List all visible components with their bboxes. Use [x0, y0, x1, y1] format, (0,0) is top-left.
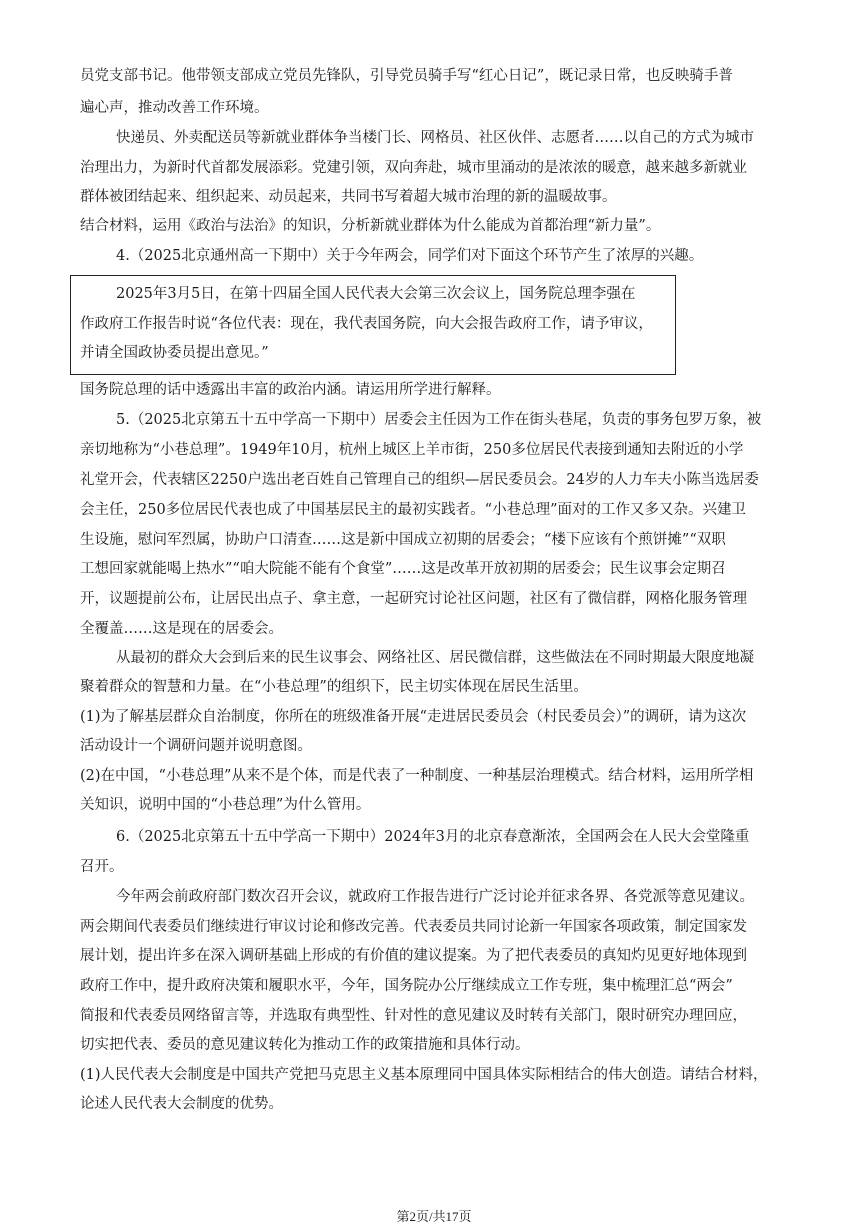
text-line: 今年两会前政府部门数次召开会议，就政府工作报告进行广泛讨论并征求各界、各党派等意见建议。 — [116, 889, 754, 905]
text-line: 两会期间代表委员们继续进行审议讨论和修改完善。代表委员共同讨论新一年国家各项政策，制定国家发 — [80, 919, 747, 935]
sub-question-2: (2)在中国，“小巷总理”从来不是个体，而是代表了一种制度、一种基层治理模式。结合材料，运用所学相 — [80, 768, 754, 784]
quote-line: 作政府工作报告时说“各位代表：现在，我代表国务院，向大会报告政府工作，请予审议， — [80, 316, 653, 332]
sub-question-1: (1)为了解基层群众自治制度，你所在的班级准备开展“走进居民委员会（村民委员会）”的调研，请为这次 — [80, 709, 747, 725]
quote-line: 并请全国政协委员提出意见。” — [80, 345, 269, 361]
text-line: 论述人民代表大会制度的优势。 — [80, 1096, 283, 1112]
sub-question-1: (1)人民代表大会制度是中国共产党把马克思主义基本原理同中国具体实际相结合的伟大创造。请结合材料， — [80, 1067, 768, 1083]
question-4-heading: 4.（2025北京通州高一下期中）关于今年两会，同学们对下面这个环节产生了浓厚的兴趣。 — [116, 248, 704, 264]
text-line: 关知识，说明中国的“小巷总理”为什么管用。 — [80, 797, 371, 813]
text-line: 工想回家就能喝上热水”“咱大院能不能有个食堂”……这是改革开放初期的居委会；民生议事会定期召 — [80, 561, 726, 577]
text-line: 简报和代表委员网络留言等，并选取有典型性、针对性的意见建议及时转有关部门，限时研究办理回应， — [80, 1008, 747, 1024]
text-line: 聚着群众的智慧和力量。在“小巷总理”的组织下，民主切实体现在居民生活里。 — [80, 679, 588, 695]
text-line: 切实把代表、委员的意见建议转化为推动工作的政策措施和具体行动。 — [80, 1037, 530, 1053]
text-line: 遍心声，推动改善工作环境。 — [80, 100, 269, 116]
text-line: 会主任，250多位居民代表也成了中国基层民主的最初实践者。“小巷总理”面对的工作又多又杂。兴建卫 — [80, 502, 746, 518]
question-6-heading: 6.（2025北京第五十五中学高一下期中）2024年3月的北京春意渐浓，全国两会在人民大会堂隆重 — [116, 829, 750, 845]
text-line: 员党支部书记。他带领支部成立党员先锋队，引导党员骑手写“红心日记”，既记录日常，也反映骑手普 — [80, 68, 733, 84]
question-prompt: 国务院总理的话中透露出丰富的政治内涵。请运用所学进行解释。 — [80, 382, 501, 398]
text-line: 亲切地称为“小巷总理”。1949年10月，杭州上城区上羊市街，250多位居民代表接到通知去附近的小学 — [80, 442, 744, 458]
question-prompt: 结合材料，运用《政治与法治》的知识，分析新就业群体为什么能成为首都治理“新力量”。 — [80, 218, 661, 234]
text-line: 政府工作中，提升政府决策和履职水平，今年，国务院办公厅继续成立工作专班，集中梳理汇总“两会” — [80, 978, 733, 994]
text-line: 生设施，慰问军烈属，协助户口清查……这是新中国成立初期的居委会；“楼下应该有个煎饼摊”“双职 — [80, 532, 726, 548]
text-line: 全覆盖……这是现在的居委会。 — [80, 621, 283, 637]
text-line: 活动设计一个调研问题并说明意图。 — [80, 738, 312, 754]
text-line: 召开。 — [80, 859, 124, 875]
text-line: 从最初的群众大会到后来的民生议事会、网络社区、居民微信群，这些做法在不同时期最大限度地凝 — [116, 650, 754, 666]
text-line: 治理出力，为新时代首都发展添彩。党建引领，双向奔赴，城市里涌动的是浓浓的暖意，越来越多新就业 — [80, 160, 747, 176]
text-line: 礼堂开会，代表辖区2250户选出老百姓自己管理自己的组织—居民委员会。24岁的人力车夫小陈当选居委 — [80, 472, 759, 488]
page-footer: 第2页/共17页 — [396, 1209, 472, 1224]
text-line: 群体被团结起来、组织起来、动员起来，共同书写着超大城市治理的新的温暖故事。 — [80, 189, 617, 205]
quote-line: 2025年3月5日，在第十四届全国人民代表大会第三次会议上，国务院总理李强在 — [116, 286, 636, 302]
text-line: 快递员、外卖配送员等新就业群体争当楼门长、网格员、社区伙伴、志愿者……以自己的方式为城市 — [116, 130, 754, 146]
text-line: 开，议题提前公布，让居民出点子、拿主意，一起研究讨论社区问题，社区有了微信群，网格化服务管理 — [80, 591, 747, 607]
text-line: 展计划，提出许多在深入调研基础上形成的有价值的建议提案。为了把代表委员的真知灼见更好地体现到 — [80, 948, 747, 964]
question-5-heading: 5.（2025北京第五十五中学高一下期中）居委会主任因为工作在街头巷尾，负责的事务包罗万象，被 — [116, 412, 762, 428]
